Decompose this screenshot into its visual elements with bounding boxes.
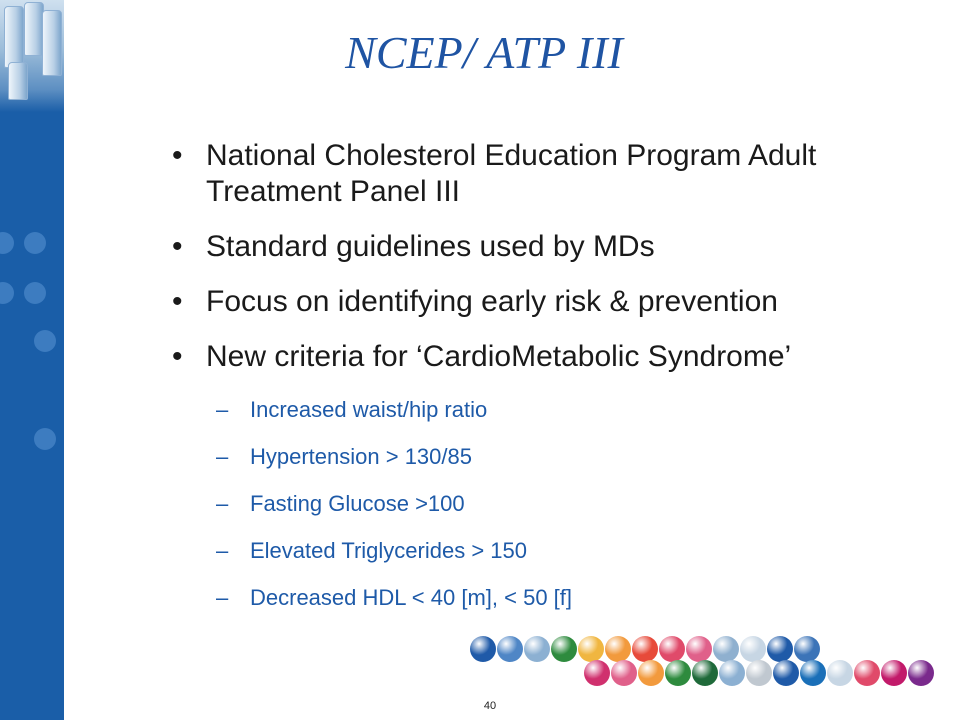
decor-sphere — [740, 636, 766, 662]
bullet-item: • Standard guidelines used by MDs — [172, 229, 932, 265]
decor-sphere — [665, 660, 691, 686]
decor-sphere — [767, 636, 793, 662]
decor-sphere — [470, 636, 496, 662]
decor-sphere — [713, 636, 739, 662]
sub-bullet-item: – Increased waist/hip ratio — [216, 396, 916, 424]
band-dot — [0, 232, 14, 254]
lab-vials-photo — [0, 0, 64, 112]
sub-bullet-item: – Decreased HDL < 40 [m], < 50 [f] — [216, 584, 916, 612]
decor-sphere — [827, 660, 853, 686]
decor-sphere — [632, 636, 658, 662]
decor-sphere — [638, 660, 664, 686]
decor-sphere — [551, 636, 577, 662]
decor-sphere — [800, 660, 826, 686]
bullet-item: • National Cholesterol Education Program Adult Treatment Panel III — [172, 138, 932, 210]
left-decorative-band — [0, 0, 64, 720]
decor-sphere — [773, 660, 799, 686]
decor-sphere — [524, 636, 550, 662]
slide-title: NCEP/ ATP III — [345, 27, 623, 78]
bullet-item: • Focus on identifying early risk & prevention — [172, 284, 932, 320]
decor-sphere — [584, 660, 610, 686]
band-dot — [34, 330, 56, 352]
decor-sphere — [578, 636, 604, 662]
band-dot — [34, 428, 56, 450]
bullet-list — [172, 138, 932, 394]
decor-sphere — [692, 660, 718, 686]
sub-bullet-item: – Hypertension > 130/85 — [216, 443, 916, 471]
decor-sphere — [497, 636, 523, 662]
sub-bullet-item: – Elevated Triglycerides > 150 — [216, 537, 916, 565]
decor-sphere — [611, 660, 637, 686]
decor-sphere — [854, 660, 880, 686]
decor-sphere — [794, 636, 820, 662]
decor-sphere — [881, 660, 907, 686]
decor-sphere — [719, 660, 745, 686]
bullet-item: • New criteria for ‘CardioMetabolic Syndrome’ — [172, 339, 932, 375]
decor-sphere — [659, 636, 685, 662]
band-dot — [24, 232, 46, 254]
decor-sphere — [686, 636, 712, 662]
decor-sphere — [605, 636, 631, 662]
sub-bullet-list — [216, 396, 916, 631]
band-dot — [24, 282, 46, 304]
decor-sphere — [908, 660, 934, 686]
page-number: 40 — [483, 700, 497, 712]
band-dot — [0, 282, 14, 304]
decor-sphere — [746, 660, 772, 686]
sub-bullet-item: – Fasting Glucose >100 — [216, 490, 916, 518]
